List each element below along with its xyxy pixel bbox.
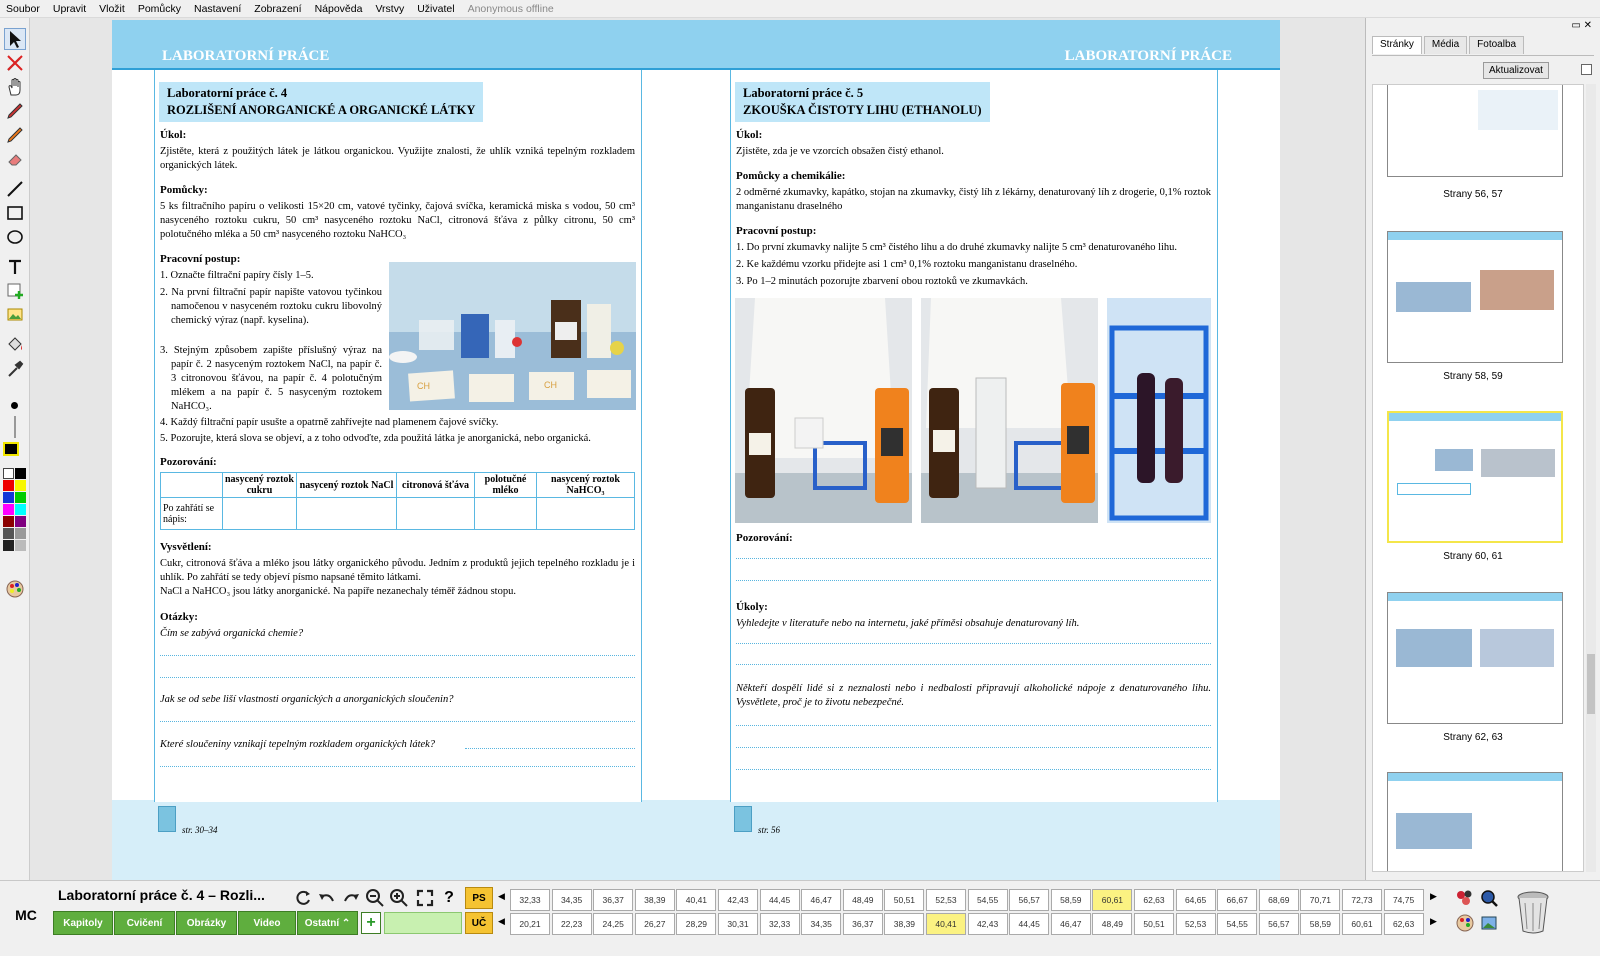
nav-video[interactable]: Video [238,911,296,935]
page-cell[interactable]: 50,51 [884,889,924,911]
uc-next-arrow-icon[interactable]: ▶ [1430,916,1437,926]
table-cell[interactable] [223,498,297,530]
eyedropper-icon[interactable] [4,358,26,380]
lab5-step: 2. Ke každému vzorku přidejte asi 1 cm³ 0,1% roztoku manganistanu draselného. [736,259,1078,270]
lab4-task: Zjistěte, která z použitých látek je látkou organickou. Využijte znalosti, že uhlík vzniká tepelným rozkladem organických látek. [160,146,635,171]
tab-media[interactable]: Média [1424,36,1467,54]
color-swatch[interactable] [3,480,14,491]
svg-text:CH: CH [417,381,430,391]
scrollbar-thumb[interactable] [1587,654,1595,714]
menu-zobrazeni[interactable]: Zobrazení [254,2,302,15]
add-note-icon[interactable] [4,280,26,302]
tool-palette [0,18,30,898]
pen-size-dot [11,402,18,409]
answer-line[interactable] [160,677,635,678]
menu-nastaveni[interactable]: Nastavení [194,2,242,15]
page-cell[interactable]: 34,35 [552,889,592,911]
page-cell[interactable]: 68,69 [1259,889,1299,911]
answer-line[interactable] [160,655,635,656]
ps-button[interactable]: PS [465,887,493,909]
molecule-icon[interactable] [1454,887,1476,909]
answer-line[interactable] [736,664,1211,665]
color-swatch[interactable] [3,504,14,515]
page-cell[interactable]: 62,63 [1384,913,1424,935]
thumbnail-selected[interactable] [1387,411,1563,543]
lab5-number: Laboratorní práce č. 5 [743,86,864,100]
page-cell[interactable]: 38,39 [635,889,675,911]
color-swatch[interactable] [15,480,26,491]
user-status: Anonymous offline [467,2,554,15]
answer-line[interactable] [160,721,635,722]
page-cell[interactable]: 66,67 [1217,889,1257,911]
lab4-step: 2. Na první filtrační papír napište vatovou tyčinkou namočenou v nasyceném roztoku cukru libovolný chemický výraz (např. kyselina). [160,287,382,326]
uc-prev-arrow-icon[interactable]: ◀ [498,916,505,926]
page-cell[interactable]: 52,53 [926,889,966,911]
thumbnail[interactable] [1387,231,1563,363]
section-heading: Vysvětlení: [160,541,212,553]
menu-napoveda[interactable]: Nápověda [314,2,363,15]
menu-uzivatel[interactable]: Uživatel [417,2,455,15]
page-cell[interactable]: 72,73 [1342,889,1382,911]
nav-ostatni[interactable]: Ostatní ⌃ [297,911,358,935]
page-cell[interactable]: 56,57 [1009,889,1049,911]
page-cell[interactable]: 36,37 [593,889,633,911]
lab5-photo-3 [1107,298,1211,523]
lab4-photo [389,262,636,410]
lab4-step: 5. Pozorujte, která slova se objeví, a z toho odvoďte, zda použitá látka je anorganická, nebo organická. [160,433,591,444]
page-cell[interactable]: 46,47 [1051,913,1091,935]
color-swatch[interactable] [15,528,26,539]
table-cell[interactable] [297,498,397,530]
page-cell[interactable]: 32,33 [760,913,800,935]
tab-fotoalba[interactable]: Fotoalba [1469,36,1524,54]
table-header: nasycený roztok NaCl [297,473,397,498]
answer-line[interactable] [736,769,1211,770]
nav-kapitoly[interactable]: Kapitoly [53,911,113,935]
ps-prev-arrow-icon[interactable]: ◀ [498,891,505,901]
section-heading: Otázky: [160,611,198,623]
trash-icon[interactable] [1516,889,1550,935]
color-swatch[interactable] [15,504,26,515]
fill-bucket-icon[interactable] [4,334,26,356]
answer-line[interactable] [160,766,635,767]
header-left: LABORATORNÍ PRÁCE [162,48,330,64]
eraser-icon[interactable] [4,148,26,170]
page-cell[interactable]: 56,57 [1259,913,1299,935]
page-cell[interactable]: 44,45 [760,889,800,911]
page-cell[interactable]: 62,63 [1134,889,1174,911]
menu-pomucky[interactable]: Pomůcky [137,2,181,15]
page-cell[interactable]: 70,71 [1300,889,1340,911]
current-color[interactable] [3,442,19,456]
page-cell[interactable]: 34,35 [801,913,841,935]
page-cell[interactable]: 74,75 [1384,889,1424,911]
lab4-explanation: Cukr, citronová šťáva a mléko jsou látky organického původu. Jedním z produktů jejich tepelného rozkladu je i uhlík. Po zahřátí se tedy objeví písmo napsané těmito látkami. [160,558,635,583]
tab-stranky[interactable]: Stránky [1372,36,1422,54]
thumbnail-label[interactable]: Strany 56, 57 [1443,189,1503,200]
page-cell[interactable]: 48,49 [843,889,883,911]
lab5-task-question: Někteří dospělí lidé si z neznalosti nebo i nedbalosti připravují alkoholické nápoje z denaturovaného lihu. Vysvětlete, proč je to životu nebezpečné. [736,683,1211,708]
page-cell[interactable]: 48,49 [1092,913,1132,935]
page-cell-current[interactable]: 60,61 [1092,889,1132,911]
color-swatch[interactable] [15,540,26,551]
undo-icon[interactable] [316,887,338,909]
lab5-step: 3. Po 1–2 minutách pozorujte zbarvení obou roztoků ve zkumavkách. [736,276,1028,287]
section-heading: Úkol: [160,129,187,141]
page-cell[interactable]: 28,29 [676,913,716,935]
page-cell[interactable]: 20,21 [510,913,550,935]
answer-line[interactable] [465,748,635,749]
nav-cviceni[interactable]: Cvičení [114,911,175,935]
lab4-number: Laboratorní práce č. 4 [167,86,288,100]
select-arrow-icon[interactable] [4,28,26,50]
section-heading: Pracovní postup: [160,253,241,265]
page-cell[interactable]: 26,27 [635,913,675,935]
page-cell[interactable]: 38,39 [884,913,924,935]
question: Které sloučeniny vznikají tepelným rozkladem organických látek? [160,739,436,750]
left-page-column [154,70,642,802]
answer-line[interactable] [736,643,1211,644]
thumbnail-label[interactable]: Strany 62, 63 [1443,732,1503,743]
auto-update-checkbox[interactable] [1581,64,1592,75]
answer-line[interactable] [736,558,1211,559]
hand-icon[interactable] [4,76,26,98]
page-cell[interactable]: 36,37 [843,913,883,935]
menu-vlozit[interactable]: Vložit [99,2,125,15]
zoom-out-icon[interactable] [364,887,386,909]
page-cell[interactable]: 58,59 [1051,889,1091,911]
answer-line[interactable] [736,580,1211,581]
page-cell-current[interactable]: 40,41 [926,913,966,935]
lab4-step: 3. Stejným způsobem zapište příslušný výraz na papír č. 2 nasyceným roztokem NaCl, na papír č. 3 citronovou šťávou, na papír č. 4 polotučným mlékem a na papír č. 5 nasyceným roztokem NaHCO₃. [160,345,382,412]
section-heading: Pozorování: [736,532,793,544]
observation-table [160,472,635,530]
page-cell[interactable]: 40,41 [676,889,716,911]
panel-tabs [1372,36,1526,54]
page-cell[interactable]: 42,43 [968,913,1008,935]
table-header: nasycený roztok cukru [223,473,297,498]
section-heading: Úkoly: [736,601,768,613]
footer-page-ref: str. 30–34 [182,825,218,835]
pen-size-slider[interactable] [14,416,16,438]
nav-obrazky[interactable]: Obrázky [176,911,237,935]
color-swatch[interactable] [3,528,14,539]
page-cell[interactable]: 44,45 [1009,913,1049,935]
color-palette-icon[interactable] [4,578,26,600]
lab5-equipment: 2 odměrné zkumavky, kapátko, stojan na zkumavky, čistý líh z lékárny, denaturovaný líh z drogerie, 0,1% roztok manganistanu draselného [736,187,1211,212]
thumbnails-scrollbar[interactable] [1586,84,1596,872]
lab5-task-question: Vyhledejte v literatuře nebo na internetu, jaké příměsi obsahuje denaturovaný líh. [736,618,1080,629]
table-header: polotučné mléko [475,473,537,498]
uc-button[interactable]: UČ [465,912,493,934]
color-swatch[interactable] [15,516,26,527]
thumbnail[interactable] [1387,772,1563,872]
lab5-photo-2 [921,298,1098,523]
panel-controls-icon[interactable]: ▭ ✕ [1571,20,1592,31]
lab4-title: ROZLIŠENÍ ANORGANICKÉ A ORGANICKÉ LÁTKY [167,103,476,117]
line-icon[interactable] [4,178,26,200]
update-button[interactable]: Aktualizovat [1483,62,1549,79]
bottom-bar [0,880,1600,956]
color-swatch[interactable] [15,468,26,479]
page-cell[interactable]: 22,23 [552,913,592,935]
thumbnail[interactable] [1387,592,1563,724]
fullscreen-icon[interactable] [414,887,436,909]
lab4-equipment: 5 ks filtračního papíru o velikosti 15×20 cm, vatové tyčinky, čajová svíčka, keramická miska s vodou, 50 cm³ nasyceného roztoku cukru, 50 cm³ nasyceného roztoku NaCl, citronová šťáva z půlky citronu, 50 cm³ polotučného mléka a 50 cm³ nasyceného roztoku NaHCO₃ [160,201,635,240]
ps-next-arrow-icon[interactable]: ▶ [1430,891,1437,901]
add-icon[interactable]: + [361,912,381,934]
highlighter-icon[interactable] [4,124,26,146]
text-icon[interactable] [4,256,26,278]
table-cell[interactable] [397,498,475,530]
menu-upravit[interactable]: Upravit [52,2,87,15]
color-swatch[interactable] [3,540,14,551]
palette-icon[interactable] [1454,912,1476,934]
table-corner [161,473,223,498]
chapter-title: Laboratorní práce č. 4 – Rozli... [58,887,265,903]
page-cell[interactable]: 50,51 [1134,913,1174,935]
add-image-icon[interactable] [4,304,26,326]
thumbnail-label[interactable]: Strany 60, 61 [1443,551,1503,562]
page-cell[interactable]: 24,25 [593,913,633,935]
answer-line[interactable] [736,747,1211,748]
menu-soubor[interactable]: Soubor [6,2,40,15]
section-heading: Úkol: [736,129,763,141]
header-band [112,20,1280,70]
page-cell[interactable]: 32,33 [510,889,550,911]
lab4-explanation: NaCl a NaHCO₃ jsou látky anorganické. Na papíře nezanechaly téměř žádnou stopu. [160,586,516,597]
color-swatch[interactable] [3,492,14,503]
footer-page-ref: str. 56 [758,825,781,835]
table-cell[interactable] [475,498,537,530]
lab4-title-box [159,82,483,122]
rotate-icon[interactable] [292,887,314,909]
section-heading: Pracovní postup: [736,225,817,237]
lab4-step: 1. Označte filtrační papíry čísly 1–5. [160,270,314,281]
menu-vrstvy[interactable]: Vrstvy [375,2,405,15]
page-cell[interactable]: 58,59 [1300,913,1340,935]
page-cell[interactable]: 60,61 [1342,913,1382,935]
section-heading: Pomůcky: [160,184,208,196]
header-right: LABORATORNÍ PRÁCE [1064,48,1232,64]
color-swatch[interactable] [15,492,26,503]
table-row-label: Po zahřátí se nápis: [161,498,223,530]
book-spread [112,20,1280,897]
page-cell[interactable]: 30,31 [718,913,758,935]
document-canvas[interactable] [30,18,1365,898]
image-gallery-icon[interactable] [1478,912,1500,934]
app-logo: MC [15,907,37,923]
question: Čím se zabývá organická chemie? [160,628,304,639]
textbook-icon[interactable] [158,806,176,832]
question: Jak se od sebe liší vlastnosti organických a anorganických sloučenin? [160,694,454,705]
page-cell[interactable]: 64,65 [1176,889,1216,911]
search-globe-icon[interactable] [1478,887,1500,909]
textbook-icon[interactable] [734,806,752,832]
thumbnail-label[interactable]: Strany 58, 59 [1443,371,1503,382]
section-heading: Pomůcky a chemikálie: [736,170,846,182]
page-cell[interactable]: 46,47 [801,889,841,911]
table-header: citronová šťáva [397,473,475,498]
rectangle-icon[interactable] [4,202,26,224]
page-cell[interactable]: 42,43 [718,889,758,911]
ellipse-icon[interactable] [4,226,26,248]
page-cell[interactable]: 54,55 [968,889,1008,911]
lab5-title-box [735,82,990,122]
lab5-photo-1 [735,298,912,523]
page-cell[interactable]: 52,53 [1176,913,1216,935]
pen-icon[interactable] [4,100,26,122]
lab5-step: 1. Do první zkumavky nalijte 5 cm³ čistého lihu a do druhé zkumavky nalijte 5 cm³ denaturovaného lihu. [736,242,1178,253]
search-field[interactable] [384,912,462,934]
lab5-title: ZKOUŠKA ČISTOTY LIHU (ETHANOLU) [743,103,982,117]
page-thumbnails [1372,84,1584,872]
section-heading: Pozorování: [160,456,217,468]
page-cell[interactable]: 54,55 [1217,913,1257,935]
help-icon[interactable]: ? [444,889,454,906]
zoom-in-icon[interactable] [388,887,410,909]
lab5-task: Zjistěte, zda je ve vzorcích obsažen čistý ethanol. [736,146,944,157]
lab4-step: 4. Každý filtrační papír usušte a opatrně zahřívejte nad plamenem čajové svíčky. [160,417,499,428]
table-header: nasycený roztok NaHCO₃ [537,473,635,498]
color-swatch[interactable] [3,516,14,527]
answer-line[interactable] [736,725,1211,726]
no-pen-icon[interactable] [4,52,26,74]
redo-icon[interactable] [340,887,362,909]
color-swatch[interactable] [3,468,14,479]
pages-panel [1365,18,1600,880]
table-cell[interactable] [537,498,635,530]
thumbnail[interactable] [1387,84,1563,177]
menu-bar [0,0,1600,18]
svg-text:CH: CH [544,380,557,390]
right-page-column [730,70,1218,802]
